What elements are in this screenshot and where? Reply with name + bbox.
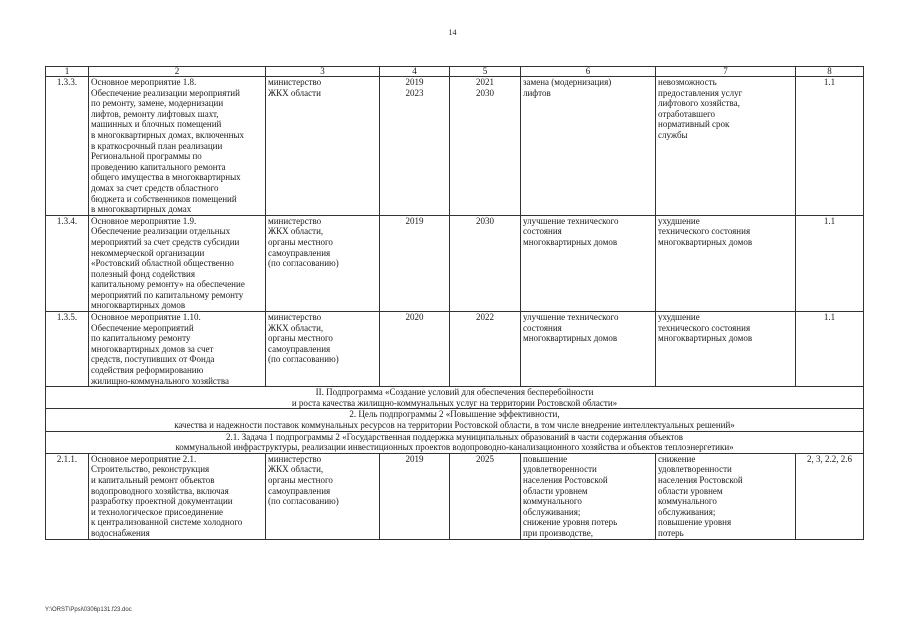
file-path-footer: Y:\ORST\Ppsi\0306p131.f23.doc [45, 607, 132, 613]
activities-table [45, 66, 864, 540]
task-row [46, 431, 864, 453]
table-row [46, 77, 864, 216]
indicator-cell: 1.1 [796, 77, 864, 216]
goal-title: 2. Цель подпрограммы 2 «Повышение эффективности, качества и надежности поставок коммунальных ресурсов на территории Ростовской области, в том числе внедрение интеллектуальных решений» [46, 409, 864, 431]
consequence-cell: снижение удовлетворенности населения Ростовской области уровнем коммунального обслуживания; повышение уровня потерь [656, 453, 796, 539]
executor-cell: министерство ЖКХ области [266, 77, 380, 216]
start-year-cell: 2019 [380, 453, 450, 539]
table-row [46, 215, 864, 311]
consequence-cell: ухудшение технического состояния многоквартирных домов [656, 312, 796, 387]
consequence-cell: ухудшение технического состояния многоквартирных домов [656, 215, 796, 311]
column-number: 4 [380, 67, 450, 77]
column-number: 7 [656, 67, 796, 77]
result-cell: улучшение технического состояния многоквартирных домов [521, 312, 656, 387]
subprogram-title: II. Подпрограмма «Создание условий для обеспечения бесперебойности и роста качества жилищно-коммунальных услуг на территории Ростовской области» [46, 387, 864, 409]
indicator-cell: 2, 3, 2.2, 2.6 [796, 453, 864, 539]
result-cell: улучшение технического состояния многоквартирных домов [521, 215, 656, 311]
row-number: 1.3.4. [46, 215, 89, 311]
column-number: 3 [266, 67, 380, 77]
end-year-cell: 2022 [450, 312, 521, 387]
result-cell: повышение удовлетворенности населения Ростовской области уровнем коммунального обслуживания; снижение уровня потерь при производстве, [521, 453, 656, 539]
start-year-cell: 2019 [380, 215, 450, 311]
task-title: 2.1. Задача 1 подпрограммы 2 «Государственная поддержка муниципальных образований в части содержания объектов коммунальной инфраструктуры, реализации инвестиционных проектов водопроводно-канализационного хозяйства и объектов теплоэнергетики» [46, 431, 864, 453]
subprogram-row [46, 387, 864, 409]
row-number: 1.3.5. [46, 312, 89, 387]
start-year-cell: 2019 2023 [380, 77, 450, 216]
start-year-cell: 2020 [380, 312, 450, 387]
indicator-cell: 1.1 [796, 312, 864, 387]
column-numbers-row [46, 67, 864, 77]
consequence-cell: невозможность предоставления услуг лифтового хозяйства, отработавшего нормативный срок службы [656, 77, 796, 216]
row-number: 1.3.3. [46, 77, 89, 216]
row-number: 2.1.1. [46, 453, 89, 539]
activity-cell: Основное мероприятие 1.9. Обеспечение реализации отдельных мероприятий за счет средств субсидии некоммерческой организации «Ростовский областной общественно полезный фонд содействия капитальному ремонту» на обеспечение мероприятий по капитальному ремонту многоквартирных домов [89, 215, 266, 311]
column-number: 6 [521, 67, 656, 77]
executor-cell: министерство ЖКХ области, органы местного самоуправления (по согласованию) [266, 215, 380, 311]
activity-cell: Основное мероприятие 2.1. Строительство, реконструкция и капитальный ремонт объектов водопроводного хозяйства, включая разработку проектной документации и технологическое присоединение к централизованной системе холодного водоснабжения [89, 453, 266, 539]
column-number: 1 [46, 67, 89, 77]
result-cell: замена (модернизация) лифтов [521, 77, 656, 216]
column-number: 2 [89, 67, 266, 77]
table-row [46, 312, 864, 387]
column-number: 8 [796, 67, 864, 77]
end-year-cell: 2025 [450, 453, 521, 539]
executor-cell: министерство ЖКХ области, органы местного самоуправления (по согласованию) [266, 312, 380, 387]
activity-cell: Основное мероприятие 1.10. Обеспечение мероприятий по капитальному ремонту многоквартирных домов за счет средств, поступивших от Фонда содействия реформированию жилищно-коммунального хозяйства [89, 312, 266, 387]
end-year-cell: 2030 [450, 215, 521, 311]
table-row [46, 453, 864, 539]
goal-row [46, 409, 864, 431]
indicator-cell: 1.1 [796, 215, 864, 311]
page-number: 14 [448, 28, 457, 37]
executor-cell: министерство ЖКХ области, органы местного самоуправления (по согласованию) [266, 453, 380, 539]
column-number: 5 [450, 67, 521, 77]
activity-cell: Основное мероприятие 1.8. Обеспечение реализации мероприятий по ремонту, замене, модернизации лифтов, ремонту лифтовых шахт, машинных и блочных помещений в многоквартирных домах, включенных в краткосрочный план реализации Региональной программы по проведению капитального ремонта общего имущества в многоквартирных домах за счет средств областного бюджета и собственников помещений в многоквартирных домах [89, 77, 266, 216]
end-year-cell: 2021 2030 [450, 77, 521, 216]
